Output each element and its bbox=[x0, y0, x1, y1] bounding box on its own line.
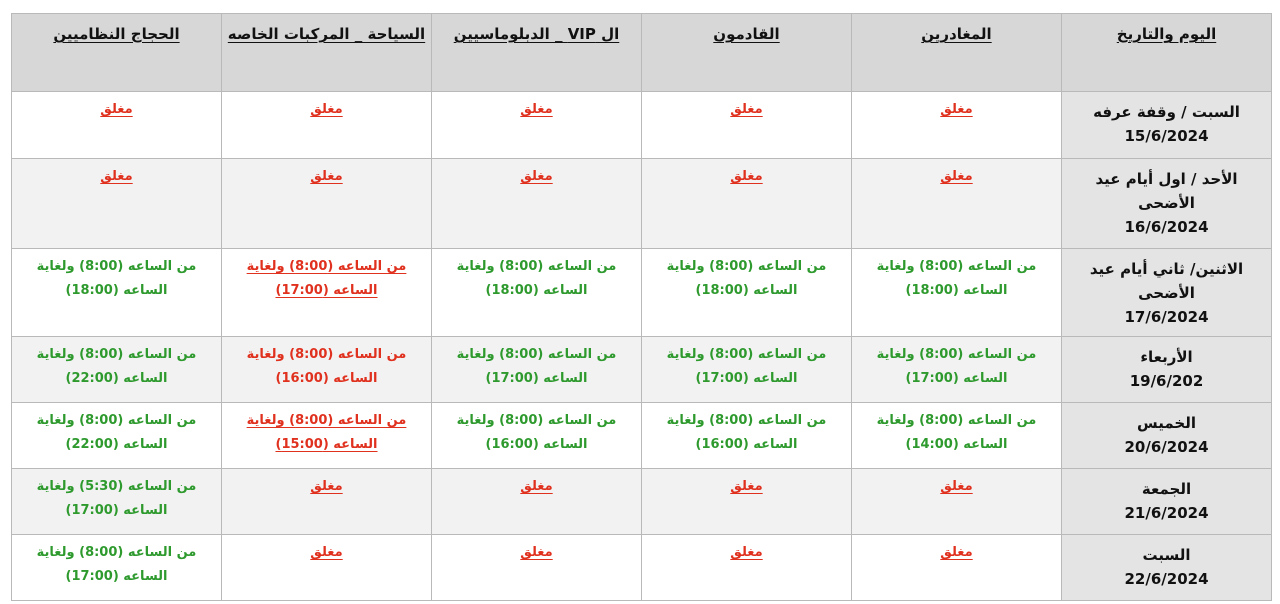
open-until-text: الساعه (18:00) bbox=[65, 283, 168, 298]
closed-label: مغلق bbox=[310, 545, 343, 560]
schedule-cell bbox=[12, 92, 222, 159]
open-from-text: من الساعه (8:00) ولغاية bbox=[876, 259, 1037, 274]
open-until-text: الساعه (22:00) bbox=[65, 437, 168, 452]
open-from-text: من الساعه (8:00) ولغاية bbox=[36, 259, 197, 274]
table-row bbox=[12, 249, 1272, 337]
schedule-cell bbox=[222, 469, 432, 535]
schedule-cell bbox=[852, 535, 1062, 601]
table-row bbox=[12, 337, 1272, 403]
open-from-text: من الساعه (8:00) ولغاية bbox=[666, 413, 827, 428]
day-label: الأربعاء bbox=[1140, 348, 1193, 366]
open-from-text: من الساعه (8:00) ولغاية bbox=[36, 545, 197, 560]
schedule-cell bbox=[432, 92, 642, 159]
schedule-cell bbox=[222, 535, 432, 601]
schedule-cell bbox=[432, 159, 642, 249]
closed-label: مغلق bbox=[310, 479, 343, 494]
closed-label: مغلق bbox=[520, 479, 553, 494]
schedule-cell bbox=[432, 535, 642, 601]
date-label: 15/6/2024 bbox=[1124, 127, 1209, 145]
open-from-text: من الساعه (8:00) ولغاية bbox=[666, 347, 827, 362]
open-from-text: من الساعه (8:00) ولغاية bbox=[246, 347, 407, 362]
closed-label: مغلق bbox=[940, 545, 973, 560]
closed-label: مغلق bbox=[940, 479, 973, 494]
open-until-text: الساعه (16:00) bbox=[275, 371, 378, 386]
open-until-text: الساعه (17:00) bbox=[65, 503, 168, 518]
schedule-cell bbox=[432, 249, 642, 337]
date-cell bbox=[1062, 535, 1272, 601]
header-vip-diplomats: ال VIP _ الدبلوماسيين bbox=[432, 14, 642, 92]
open-from-text: من الساعه (8:00) ولغاية bbox=[456, 413, 617, 428]
table-row bbox=[12, 159, 1272, 249]
day-label: الأضحى bbox=[1138, 284, 1195, 302]
closed-label: مغلق bbox=[520, 102, 553, 117]
schedule-cell bbox=[12, 249, 222, 337]
schedule-cell bbox=[852, 403, 1062, 469]
date-label: 20/6/2024 bbox=[1124, 438, 1209, 456]
day-label: الأحد / اول أيام عيد bbox=[1095, 170, 1238, 188]
schedule-table bbox=[11, 13, 1272, 601]
schedule-cell bbox=[432, 403, 642, 469]
schedule-cell bbox=[12, 337, 222, 403]
date-cell bbox=[1062, 337, 1272, 403]
open-from-text: من الساعه (8:00) ولغاية bbox=[666, 259, 827, 274]
open-from-text: من الساعه (8:00) ولغاية bbox=[876, 347, 1037, 362]
open-until-text: الساعه (14:00) bbox=[905, 437, 1008, 452]
date-label: 22/6/2024 bbox=[1124, 570, 1209, 588]
open-until-text: الساعه (18:00) bbox=[905, 283, 1008, 298]
schedule-cell bbox=[432, 337, 642, 403]
closed-label: مغلق bbox=[310, 169, 343, 184]
open-until-text: الساعه (17:00) bbox=[485, 371, 588, 386]
schedule-cell bbox=[642, 403, 852, 469]
open-until-text: الساعه (18:00) bbox=[485, 283, 588, 298]
day-label: الاثنين/ ثاني أيام عيد bbox=[1089, 260, 1244, 278]
open-until-text: الساعه (17:00) bbox=[905, 371, 1008, 386]
schedule-cell bbox=[852, 337, 1062, 403]
schedule-cell bbox=[642, 159, 852, 249]
open-until-text: الساعه (18:00) bbox=[695, 283, 798, 298]
open-until-text: الساعه (17:00) bbox=[695, 371, 798, 386]
closed-label: مغلق bbox=[730, 479, 763, 494]
date-cell bbox=[1062, 92, 1272, 159]
open-until-text: الساعه (17:00) bbox=[275, 283, 378, 298]
schedule-cell bbox=[432, 469, 642, 535]
header-day-date: اليوم والتاريخ bbox=[1062, 14, 1272, 92]
table-row bbox=[12, 469, 1272, 535]
closed-label: مغلق bbox=[100, 169, 133, 184]
closed-label: مغلق bbox=[730, 545, 763, 560]
schedule-cell bbox=[12, 159, 222, 249]
open-until-text: الساعه (16:00) bbox=[485, 437, 588, 452]
day-label: السبت bbox=[1142, 546, 1191, 564]
closed-label: مغلق bbox=[520, 169, 553, 184]
schedule-cell bbox=[642, 92, 852, 159]
schedule-cell bbox=[222, 159, 432, 249]
schedule-cell bbox=[852, 92, 1062, 159]
schedule-cell bbox=[642, 249, 852, 337]
closed-label: مغلق bbox=[310, 102, 343, 117]
open-from-text: من الساعه (5:30) ولغاية bbox=[36, 479, 197, 494]
open-from-text: من الساعه (8:00) ولغاية bbox=[36, 347, 197, 362]
date-cell bbox=[1062, 159, 1272, 249]
date-label: 19/6/202 bbox=[1129, 372, 1204, 390]
closed-label: مغلق bbox=[730, 102, 763, 117]
closed-label: مغلق bbox=[730, 169, 763, 184]
open-until-text: الساعه (16:00) bbox=[695, 437, 798, 452]
open-from-text: من الساعه (8:00) ولغاية bbox=[246, 259, 407, 274]
table-row bbox=[12, 92, 1272, 159]
schedule-cell bbox=[12, 403, 222, 469]
open-until-text: الساعه (22:00) bbox=[65, 371, 168, 386]
header-tourism-private-vehicles: السياحة _ المركبات الخاصه bbox=[222, 14, 432, 92]
closed-label: مغلق bbox=[100, 102, 133, 117]
closed-label: مغلق bbox=[940, 169, 973, 184]
header-regular-pilgrims: الحجاج النظاميين bbox=[12, 14, 222, 92]
schedule-cell bbox=[642, 337, 852, 403]
open-from-text: من الساعه (8:00) ولغاية bbox=[36, 413, 197, 428]
day-label: السبت / وقفة عرفه bbox=[1093, 103, 1240, 121]
open-until-text: الساعه (17:00) bbox=[65, 569, 168, 584]
schedule-cell bbox=[222, 403, 432, 469]
schedule-cell bbox=[642, 535, 852, 601]
closed-label: مغلق bbox=[520, 545, 553, 560]
table-row bbox=[12, 535, 1272, 601]
date-cell bbox=[1062, 469, 1272, 535]
header-row bbox=[12, 14, 1272, 92]
open-until-text: الساعه (15:00) bbox=[275, 437, 378, 452]
schedule-cell bbox=[12, 535, 222, 601]
schedule-cell bbox=[222, 92, 432, 159]
header-departures: المغادرين bbox=[852, 14, 1062, 92]
schedule-cell bbox=[852, 469, 1062, 535]
date-label: 16/6/2024 bbox=[1124, 218, 1209, 236]
date-label: 17/6/2024 bbox=[1124, 308, 1209, 326]
open-from-text: من الساعه (8:00) ولغاية bbox=[456, 347, 617, 362]
schedule-cell bbox=[852, 159, 1062, 249]
closed-label: مغلق bbox=[940, 102, 973, 117]
schedule-container bbox=[11, 13, 1272, 601]
schedule-cell bbox=[852, 249, 1062, 337]
date-cell bbox=[1062, 249, 1272, 337]
open-from-text: من الساعه (8:00) ولغاية bbox=[456, 259, 617, 274]
open-from-text: من الساعه (8:00) ولغاية bbox=[246, 413, 407, 428]
day-label: الجمعة bbox=[1141, 480, 1192, 498]
day-label: الخميس bbox=[1137, 414, 1196, 432]
day-label: الأضحى bbox=[1138, 194, 1195, 212]
schedule-cell bbox=[642, 469, 852, 535]
date-cell bbox=[1062, 403, 1272, 469]
date-label: 21/6/2024 bbox=[1124, 504, 1209, 522]
table-row bbox=[12, 403, 1272, 469]
header-arrivals: القادمون bbox=[642, 14, 852, 92]
schedule-cell bbox=[222, 249, 432, 337]
schedule-cell bbox=[222, 337, 432, 403]
schedule-cell bbox=[12, 469, 222, 535]
open-from-text: من الساعه (8:00) ولغاية bbox=[876, 413, 1037, 428]
